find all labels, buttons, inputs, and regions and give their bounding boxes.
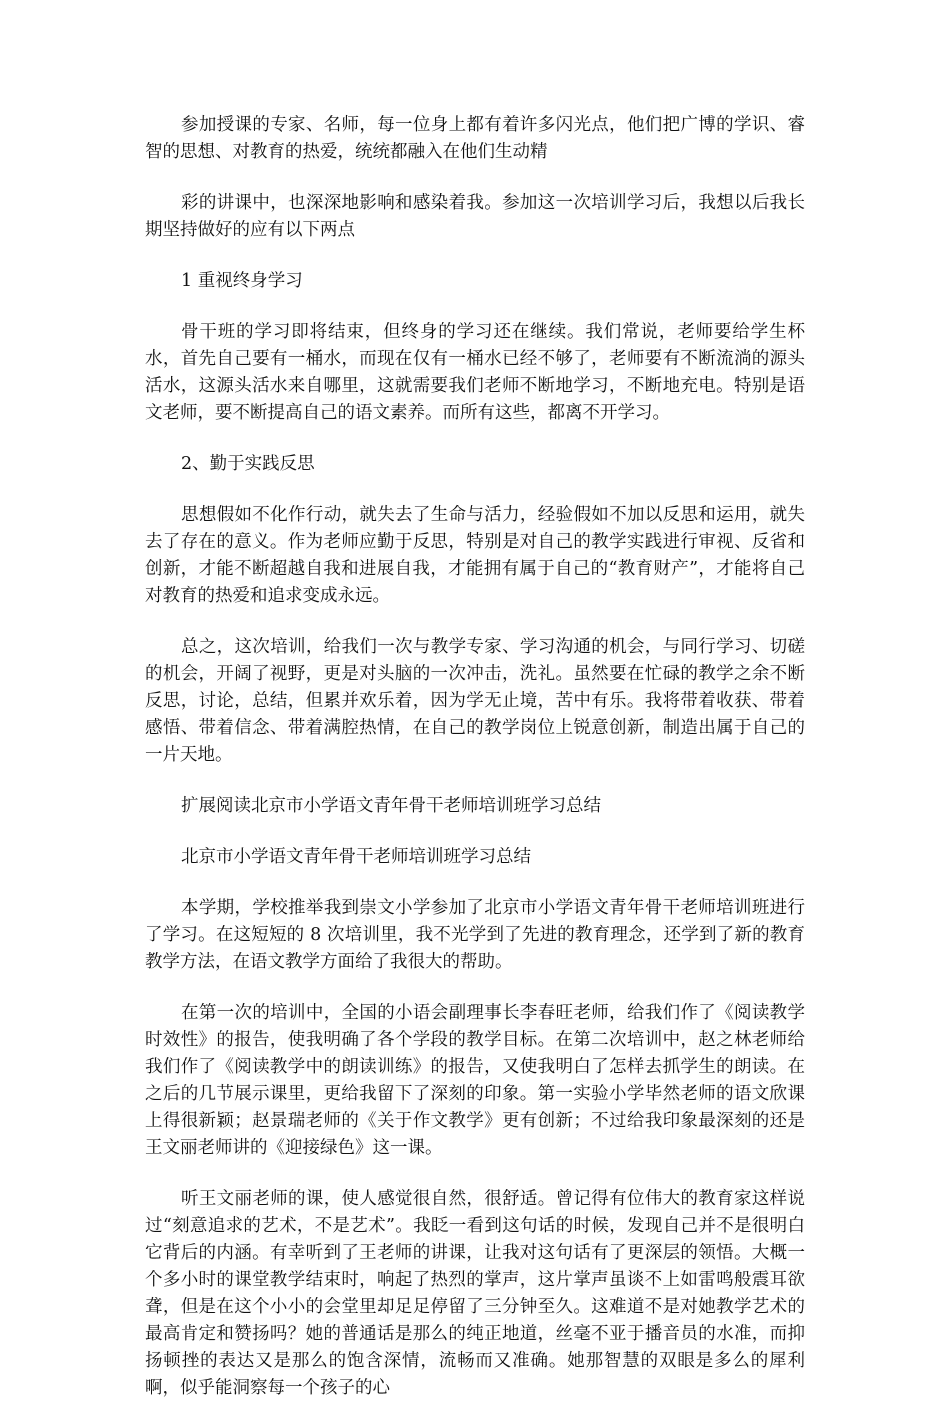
heading-extended-reading: 扩展阅读北京市小学语文青年骨干老师培训班学习总结: [181, 796, 601, 816]
paragraph-intro-1: 参加授课的专家、名师，每一位身上都有着许多闪光点，他们把广博的学识、睿智的思想、对教育的热爱，统统都融入在他们生动精: [145, 115, 805, 162]
paragraph-lifelong-learning: 骨干班的学习即将结束，但终身的学习还在继续。我们常说，老师要给学生杯水，首先自己要有一桶水，而现在仅有一桶水已经不够了，老师要有不断流淌的源头活水，这源头活水来自哪里，这就需要我们老师不断地学习，不断地充电。特别是语文老师，要不断提高自己的语文素养。而所有这些，都离不开学习。: [145, 322, 805, 423]
paragraph-practice-reflection: 思想假如不化作行动，就失去了生命与活力，经验假如不加以反思和运用，就失去了存在的意义。作为老师应勤于反思，特别是对自己的教学实践进行审视、反省和创新，才能不断超越自我和进展自我，才能拥有属于自己的“教育财产”，才能将自己对教育的热爱和追求变成永远。: [145, 505, 805, 606]
paragraph-semester: 本学期，学校推举我到崇文小学参加了北京市小学语文青年骨干老师培训班进行了学习。在这短短的 8 次培训里，我不光学到了先进的教育理念，还学到了新的教育教学方法，在语文教学方面给了我很大的帮助。: [145, 898, 805, 972]
document-body: [145, 112, 805, 1426]
heading-summary-title: 北京市小学语文青年骨干老师培训班学习总结: [181, 847, 531, 867]
heading-lifelong-learning: 1 重视终身学习: [181, 271, 303, 291]
paragraph-conclusion: 总之，这次培训，给我们一次与教学专家、学习沟通的机会，与同行学习、切磋的机会，开阔了视野，更是对头脑的一次冲击，洗礼。虽然要在忙碌的教学之余不断反思，讨论，总结，但累并欢乐着，因为学无止境，苦中有乐。我将带着收获、带着感悟、带着信念、带着满腔热情，在自己的教学岗位上锐意创新，制造出属于自己的一片天地。: [145, 637, 805, 765]
paragraph-intro-2: 彩的讲课中，也深深地影响和感染着我。参加这一次培训学习后，我想以后我长期坚持做好的应有以下两点: [145, 193, 805, 240]
paragraph-first-training: 在第一次的培训中，全国的小语会副理事长李春旺老师，给我们作了《阅读教学时效性》的报告，使我明确了各个学段的教学目标。在第二次培训中，赵之林老师给我们作了《阅读教学中的朗读训练》的报告，又使我明白了怎样去抓学生的朗读。在之后的几节展示课里，更给我留下了深刻的印象。第一实验小学毕然老师的语文欣课上得很新颖；赵景瑞老师的《关于作文教学》更有创新；不过给我印象最深刻的还是王文丽老师讲的《迎接绿色》这一课。: [145, 1003, 805, 1158]
paragraph-wang-wenli-class: 听王文丽老师的课，使人感觉很自然，很舒适。曾记得有位伟大的教育家这样说过“刻意追求的艺术，不是艺术”。我眨一看到这句话的时候，发现自己并不是很明白它背后的内涵。有幸听到了王老师的讲课，让我对这句话有了更深层的领悟。大概一个多小时的课堂教学结束时，响起了热烈的掌声，这片掌声虽谈不上如雷鸣般震耳欲聋，但是在这个小小的会堂里却足足停留了三分钟至久。这难道不是对她教学艺术的最高肯定和赞扬吗？她的普通话是那么的纯正地道，丝毫不亚于播音员的水准，而抑扬顿挫的表达又是那么的饱含深情，流畅而又准确。她那智慧的双眼是多么的犀利啊，似乎能洞察每一个孩子的心: [145, 1189, 805, 1398]
heading-practice-reflection: 2、勤于实践反思: [181, 454, 315, 474]
